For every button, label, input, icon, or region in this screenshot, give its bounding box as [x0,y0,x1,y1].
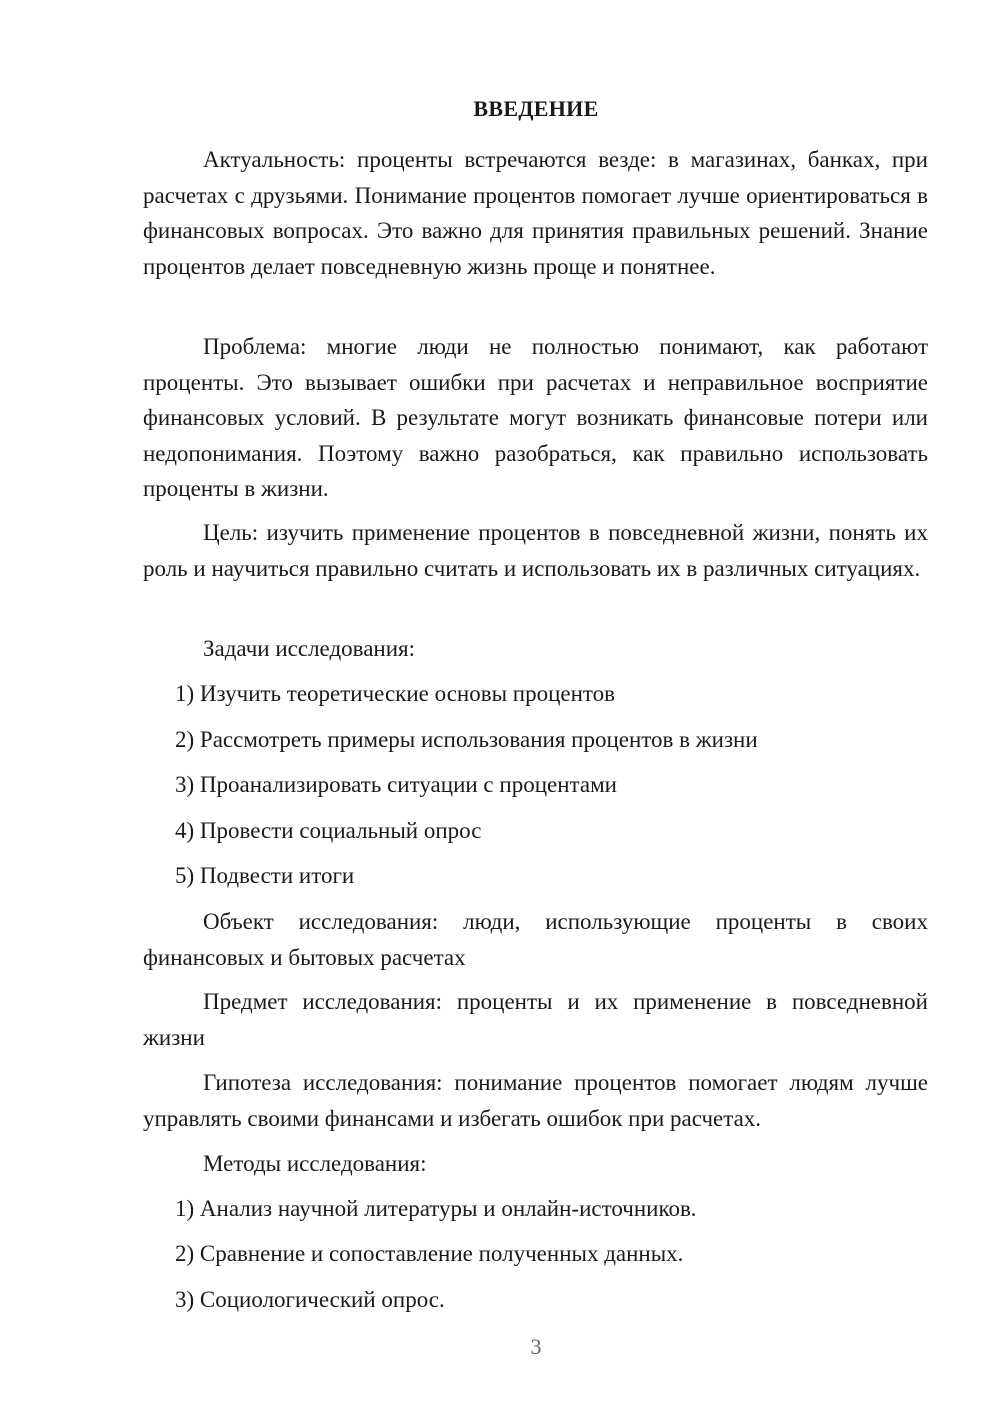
page-title: ВВЕДЕНИЕ [473,96,599,121]
hypothesis-paragraph: Гипотеза исследования: понимание процентов помогает людям лучше управлять своими финансами и избегать ошибок при расчетах. [143,1070,928,1131]
task-item-3: 3) Проанализировать ситуации с процентами [175,772,617,797]
task-item-1: 1) Изучить теоретические основы процентов [175,681,616,706]
page-number: 3 [530,1334,542,1359]
method-item-1: 1) Анализ научной литературы и онлайн-источников. [175,1196,697,1221]
methods-heading: Методы исследования: [203,1151,427,1176]
method-item-2: 2) Сравнение и сопоставление полученных данных. [175,1241,684,1266]
problem-paragraph: Проблема: многие люди не полностью понимают, как работают проценты. Это вызывает ошибки при расчетах и неправильное восприятие финансовых условий. В результате могут возникать финансовые потери или недопонимания. Поэтому важно разобраться, как правильно использовать проценты в жизни. [143,334,928,501]
task-item-4: 4) Провести социальный опрос [175,818,482,843]
subject-paragraph: Предмет исследования: проценты и их применение в повседневной жизни [143,989,928,1050]
relevance-paragraph: Актуальность: проценты встречаются везде: в магазинах, банках, при расчетах с друзьями. Понимание процентов помогает лучше ориентироваться в финансовых вопросах. Это важно для принятия правильных решений. Знание процентов делает повседневную жизнь проще и понятнее. [143,147,928,279]
task-item-5: 5) Подвести итоги [175,863,355,888]
tasks-heading: Задачи исследования: [203,636,416,661]
method-item-3: 3) Социологический опрос. [175,1287,445,1312]
goal-paragraph: Цель: изучить применение процентов в повседневной жизни, понять их роль и научиться правильно считать и использовать их в различных ситуациях. [143,520,928,581]
object-paragraph: Объект исследования: люди, использующие проценты в своих финансовых и бытовых расчетах [143,909,928,970]
task-item-2: 2) Рассмотреть примеры использования процентов в жизни [175,727,758,752]
